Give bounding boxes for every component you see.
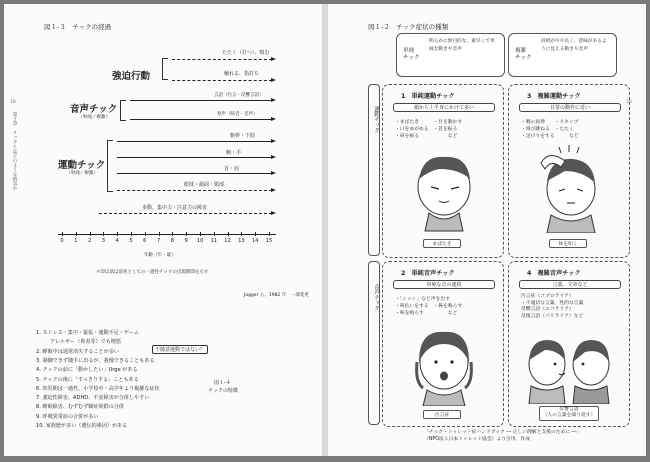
right-page: [328, 4, 646, 456]
figure4-subtitle: チックの特徴: [208, 388, 238, 394]
category-motor-sub: （単純／複雑）: [66, 171, 99, 176]
axis-tick-label: 14: [251, 238, 259, 244]
axis-tick: [90, 232, 91, 236]
figure4-title: 図１-４: [214, 380, 231, 386]
panel-caption: 体を叩く: [549, 239, 587, 248]
axis-label: 年齢（年・歳）: [144, 253, 176, 258]
axis-tick-label: 13: [238, 238, 245, 244]
source: Jagger ら、1982 年 一部変更: [244, 293, 309, 298]
bar-dash: [117, 190, 272, 191]
running-head: 第１章 チックとはどのような病気か: [12, 112, 17, 191]
panel-complex-vocal: [508, 261, 630, 427]
axis-tick: [241, 232, 242, 236]
row-motor: 運動チック: [373, 106, 379, 133]
axis-tick-label: 8: [170, 238, 175, 244]
panel-caption: まばたき: [423, 239, 461, 248]
panel-pill: 言葉、文章など: [519, 280, 621, 289]
child-hitting-head-illustration: [531, 143, 607, 233]
axis-tick-label: 15: [265, 238, 273, 244]
figure-title: 図１-３ チックの経過: [44, 23, 112, 31]
axis-tick: [76, 232, 77, 236]
header-complex-label: 複雑 チック: [515, 48, 532, 61]
panel-desc: ・「シッン」など声を出す ・咳払いをする ・鼻を鳴らす ・咳を鳴らす など: [395, 297, 463, 317]
feature-item: 8. 睡眠障害、むずむず脚症候群の合併: [36, 404, 124, 411]
bar-solid: [117, 141, 272, 142]
brace-tick: [162, 79, 168, 80]
axis-tick: [62, 232, 63, 236]
axis-tick: [172, 232, 173, 236]
axis-tick-label: 10: [196, 238, 204, 244]
header-simple: [396, 33, 505, 77]
panel-desc: ・腕の屈伸 ・スキップ ・飛び跳ねる ・たたく ・足けりをする など: [521, 120, 579, 140]
panel-simple-vocal: [382, 261, 504, 427]
header-complex-desc: 持続がやや長く、意味があるように見える動きや音声: [541, 39, 607, 52]
panel-simple-motor: [382, 84, 504, 258]
category-vocal-sub: （単純／複雑）: [78, 115, 111, 120]
panel-caption: 反響言語 （人の言葉を繰り返す）: [539, 406, 599, 421]
callout: 不随意運動ではない？: [152, 345, 208, 354]
bar-solid: [130, 119, 272, 120]
axis-tick: [131, 232, 132, 236]
header-simple-label: 単純 チック: [403, 48, 420, 61]
axis-tick-label: 5: [129, 238, 133, 244]
bar-label: 躯幹・下肢: [230, 133, 256, 139]
panel-pill: 顔から上半身にかけて多い: [393, 103, 495, 112]
brace-tick: [120, 100, 126, 101]
child-blinking-illustration: [409, 145, 479, 233]
brace-tick: [162, 58, 168, 59]
feature-item: 1. ストレス・集中・緊張・運動不足・ゲーム: [36, 330, 140, 336]
feature-item: 2. 睡眠中は通常消失することが多い: [36, 348, 119, 355]
brace-tick: [107, 191, 113, 192]
note: ＊印以前は前兆としての一過性チックの出現期間を示す: [96, 270, 209, 275]
panel-title: 4 複雑音声チック: [527, 270, 581, 277]
panel-caption: 汚言症: [423, 410, 461, 419]
panel-desc: 汚言症（コプロラリア） ・不適切な言葉、性的な言葉 反響言語（エコラリア） 反復言語（パリラリア）など: [521, 294, 584, 319]
panel-title: 1 単純運動チック: [401, 93, 455, 100]
axis-tick-label: 1: [74, 238, 78, 244]
category-motor: 運動チック: [58, 160, 106, 171]
header-simple-desc: 明らかに無目的な、素早くて単純な動きや音声: [429, 39, 495, 52]
page-number: 20: [626, 100, 632, 105]
feature-item: 5. チックの後に「すっきりする」こともある: [36, 376, 139, 383]
bar-label: 発声（咳音・音声）: [217, 112, 258, 117]
axis-tick-label: 3: [101, 238, 106, 244]
axis-tick: [145, 232, 146, 236]
axis-tick: [214, 232, 215, 236]
feature-item: 10. 家族歴が多い（遺伝的素因）がある: [36, 423, 128, 429]
left-page: [4, 4, 322, 456]
brace-motor: [107, 140, 108, 191]
axis-tick: [186, 232, 187, 236]
feature-item: 9. 呼吸異常症の合併が多い: [36, 413, 99, 420]
bar-dash: [172, 80, 272, 81]
bar-label: 触れる、指打ち: [224, 71, 260, 77]
bar-label: たたく（打つ）、嗅む: [222, 50, 270, 56]
axis-tick: [159, 232, 160, 236]
panel-pill: 単純な音の連続: [393, 280, 495, 289]
feature-item: 3. 制御できず随手に出るが、我慢できることもある: [36, 357, 155, 364]
axis-tick-label: 7: [156, 238, 161, 244]
bar-solid: [130, 100, 272, 101]
children-talking-illustration: [523, 326, 615, 404]
bar-label: 腕・手: [226, 150, 242, 156]
brace-tick: [120, 120, 126, 121]
axis-tick: [200, 232, 201, 236]
axis-tick-label: 2: [87, 238, 92, 244]
feature-item: 4. チックの前に「動かしたい」Urge がある: [36, 367, 138, 374]
row-vocal: 音声チック: [373, 284, 379, 311]
page-number: 18: [10, 100, 16, 105]
feature-item: アレルギー（鼻炎等）でも増悪: [50, 339, 121, 346]
bar-label: 眼球・顔面・頸部: [184, 182, 225, 188]
category-compulsion: 強迫行動: [112, 71, 151, 82]
category-vocal: 音声チック: [70, 104, 118, 115]
axis-tick: [228, 232, 229, 236]
figure-source: 「チック・トゥレット症ハンドブック ― 正しい理解と支援のために ―」 （NPO法人日本トゥレット協会）より引用、作成: [424, 430, 582, 442]
axis-tick-label: 0: [60, 238, 64, 244]
bar-solid: [117, 173, 272, 174]
feature-item: 6. 幼児期は一過性、小学校中・高学年より複雑な症状: [36, 385, 160, 392]
axis-tick: [269, 232, 270, 236]
age-axis: [58, 234, 276, 235]
panel-title: 2 単純音声チック: [401, 270, 455, 277]
axis-tick-label: 12: [224, 238, 231, 244]
feature-item: 7. 強迫性障害、ADHD、不安障害が合併しやすい: [36, 395, 150, 402]
panel-desc: ・まばたき ・目を動かす ・口をゆがめる ・首を振る ・肩を振る など: [395, 120, 463, 140]
brace-tick: [107, 140, 113, 141]
bar-label: 首・肩: [224, 166, 240, 172]
axis-tick-label: 4: [115, 238, 119, 244]
panel-complex-motor: [508, 84, 630, 258]
brace-vocal: [120, 100, 121, 120]
brace-compulsion: [162, 58, 163, 79]
row-motor-box: [368, 84, 380, 256]
child-vocalizing-illustration: [409, 322, 479, 406]
bar-solid: [117, 157, 272, 158]
axis-tick: [117, 232, 118, 236]
panel-title: 3 複雑運動チック: [527, 93, 581, 100]
row-vocal-box: [368, 261, 380, 425]
panel-pill: 日常の動作に近い: [519, 103, 621, 112]
axis-tick-label: 9: [184, 238, 188, 244]
axis-tick-label: 11: [210, 238, 218, 244]
bar-dash: [172, 59, 272, 60]
header-complex: [508, 33, 617, 77]
axis-tick-label: 6: [143, 238, 147, 244]
bar-label: 多動、集中力・注意力の障害: [142, 205, 208, 211]
axis-tick: [255, 232, 256, 236]
bar-dash: [99, 213, 272, 214]
bar-label: 言語（汚言・反響言語）: [214, 93, 264, 98]
axis-tick: [103, 232, 104, 236]
figure-title: 図１-２ チック症状の種類: [368, 23, 449, 31]
